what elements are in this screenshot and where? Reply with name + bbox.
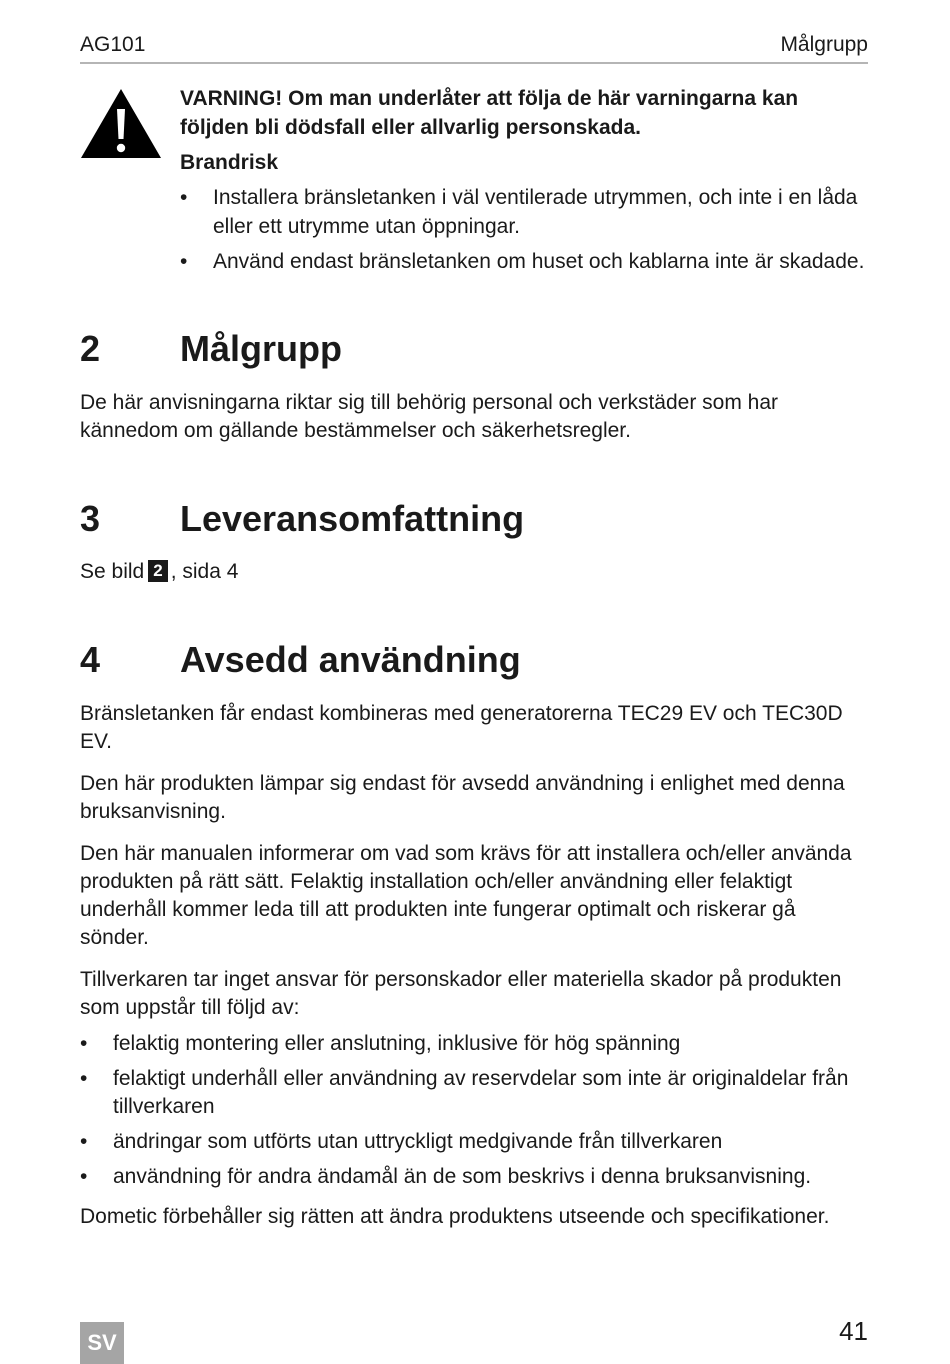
section-3-body <box>80 558 870 600</box>
liability-list <box>80 1030 870 1191</box>
section-2-body <box>80 389 870 459</box>
warning-list <box>180 183 870 276</box>
section-title: Målgrupp <box>180 328 342 369</box>
warning-list-item: • Installera bränsletanken i väl ventilerade utrymmen, och inte i en låda eller ett utrymme utan öppningar. <box>180 183 870 241</box>
warning-title: VARNING! Om man underlåter att följa de här varningarna kan följden bli dödsfall eller allvarlig personskada. <box>180 87 799 139</box>
text-before-ref: Se bild <box>80 560 145 583</box>
list-item: • felaktigt underhåll eller användning av reservdelar som inte är originaldelar från tillverkaren <box>80 1065 870 1121</box>
page-number: 41 <box>839 1316 868 1346</box>
section-number: 3 <box>80 498 101 539</box>
warning-triangle-icon <box>80 87 162 159</box>
header-divider <box>80 62 868 64</box>
header-doc-id: AG101 <box>80 33 146 56</box>
language-badge: SV <box>80 1322 124 1364</box>
section-title: Leveransomfattning <box>180 498 525 539</box>
header-section-title: Målgrupp <box>780 33 868 56</box>
list-item: • felaktig montering eller anslutning, inklusive för hög spänning <box>80 1030 870 1058</box>
section-title: Avsedd användning <box>180 639 521 680</box>
section-number: 4 <box>80 639 101 680</box>
section-2-heading <box>80 327 342 371</box>
warning-block <box>180 84 870 282</box>
section-3-heading <box>80 497 524 541</box>
section-4-heading <box>80 638 521 682</box>
paragraph: Bränsletanken får endast kombineras med generatorerna TEC29 EV och TEC30D EV. <box>80 702 843 753</box>
paragraph: Dometic förbehåller sig rätten att ändra produktens utseende och specifikationer. <box>80 1205 830 1228</box>
text-after-ref: , sida 4 <box>170 560 239 583</box>
paragraph: Tillverkaren tar inget ansvar för personskador eller materiella skador på produkten som uppstår till följd av: <box>80 968 842 1019</box>
list-item: • ändringar som utförts utan uttryckligt medgivande från tillverkaren <box>80 1128 870 1156</box>
figure-reference-badge[interactable]: 2 <box>148 560 167 582</box>
section-number: 2 <box>80 328 101 369</box>
warning-list-item: • Använd endast bränsletanken om huset och kablarna inte är skadade. <box>180 247 870 276</box>
section-4-body <box>80 700 870 1245</box>
paragraph: Den här manualen informerar om vad som krävs för att installera och/eller använda produkten på rätt sätt. Felaktig installation och/eller användning eller felaktigt underhåll kommer leda till att produkten inte fungerar optimalt och riskerar gå sönder. <box>80 842 852 949</box>
paragraph: Den här produkten lämpar sig endast för avsedd användning i enlighet med denna bruksanvisning. <box>80 772 845 823</box>
paragraph <box>80 558 870 586</box>
paragraph: De här anvisningarna riktar sig till behörig personal och verkstäder som har kännedom om gällande bestämmelser och säkerhetsregler. <box>80 391 779 442</box>
list-item: • användning för andra ändamål än de som beskrivs i denna bruksanvisning. <box>80 1163 870 1191</box>
warning-subtitle: Brandrisk <box>180 151 279 174</box>
